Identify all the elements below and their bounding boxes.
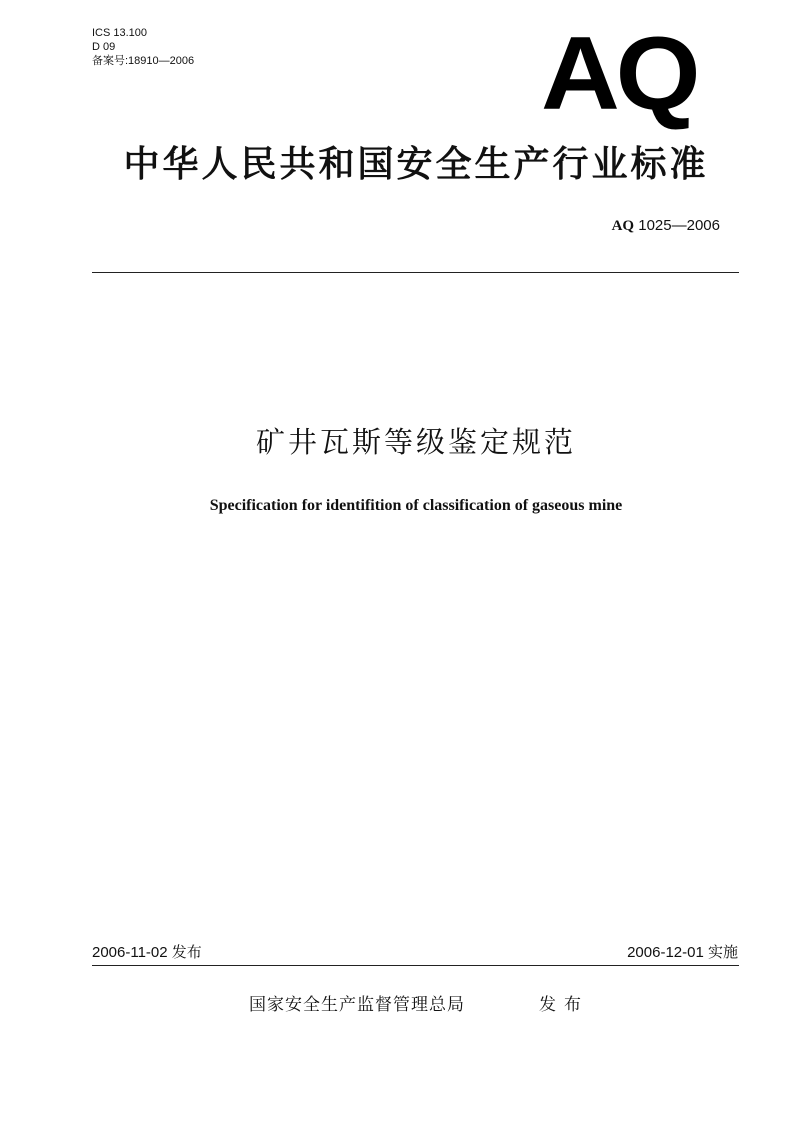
issuing-action: 发布 — [539, 995, 589, 1014]
footer-divider — [92, 965, 739, 966]
ics-code: ICS 13.100 — [92, 27, 148, 39]
issuing-authority: 国家安全生产监督管理总局 — [249, 995, 465, 1014]
aq-logo: AQ — [541, 16, 697, 132]
issue-date: 2006-11-02 发布 — [92, 944, 202, 961]
category-code: D 09 — [92, 41, 116, 53]
document-title-cn: 矿井瓦斯等级鉴定规范 — [255, 425, 576, 459]
effective-date: 2006-12-01 实施 — [627, 944, 738, 961]
standard-code-number: 1025—2006 — [638, 217, 720, 234]
standard-code-prefix: AQ — [611, 218, 635, 234]
document-title-en: Specification for identifition of classification of gaseous mine — [209, 497, 623, 514]
header-divider — [92, 272, 739, 273]
standard-title: 中华人民共和国安全生产行业标准 — [123, 144, 709, 185]
filing-number: 备案号:18910—2006 — [92, 55, 195, 67]
standard-code — [612, 216, 720, 236]
